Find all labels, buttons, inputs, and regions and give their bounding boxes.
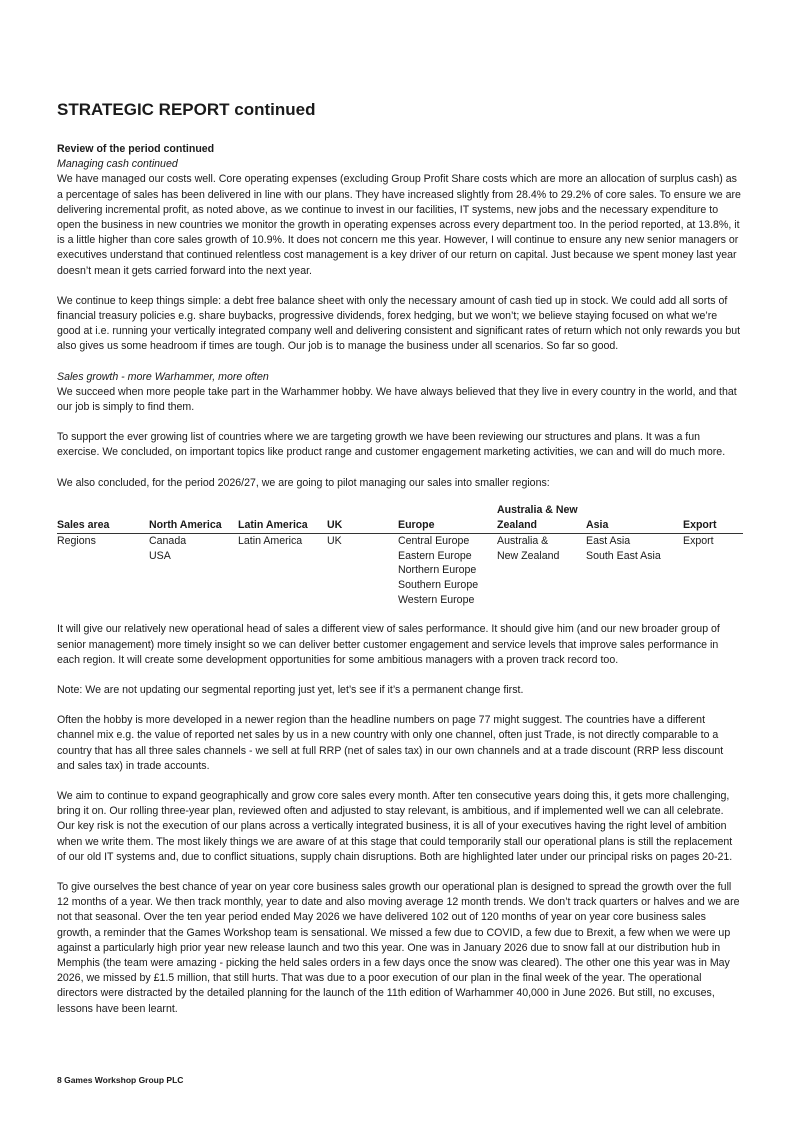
region-name: USA [149, 549, 171, 562]
paragraph-view: It will give our relatively new operational head of sales a different view of sales performance. It should give him (and our new broader group of senior management) more timely insight so we can deliver better customer engagement and service levels that improve sales performance in each region. It will create some development opportunities for some ambitious managers with a proven track record too. [57, 623, 720, 666]
subheading-sales-growth: Sales growth - more Warhammer, more often [57, 370, 269, 383]
region-name: New Zealand [497, 549, 560, 562]
sales-regions-table [57, 503, 743, 608]
cell-uk [327, 533, 398, 607]
paragraph-costs: We have managed our costs well. Core operating expenses (excluding Group Profit Share costs which are more an allocation of surplus cash) as a percentage of sales has been delivered in line with our plans. They have increased slightly from 28.4% to 29.2% of core sales. To ensure we are delivering incremental profit, as noted above, as we continue to invest in our facilities, IT systems, new jobs and the necessary expenditure to open the business in new countries we monitor the growth in operating expenses across every department too. In the period reported, at 13.8%, it is a little higher than core sales growth of 10.9%. It does not concern me this year. However, I will continue to ensure any new senior managers or executives understand that continued relentless cost management is a key driver of our return on capital. Just because we spent money last year doesn’t mean it gets carried forward into the next year. [57, 173, 741, 277]
paragraph-best-chance: To give ourselves the best chance of year on year core business sales growth our operational plan is designed to spread the growth over the full 12 months of a year. We then track monthly, year to date and also moving average 12 month trends. We don’t track quarters or halves and we are not that seasonal. Over the ten year period ended May 2026 we have delivered 102 out of 120 months of year on year core business sales growth, a reminder that the Games Workshop team is sensational. We missed a few due to COVID, a few due to Brexit, a few when we were up against a particularly high prior year new release launch and two this year. One was in January 2026 due to snow fall at our distribution hub in Memphis (the team were amazing - picking the held sales orders in a few days once the snow was cleared). The other one this year was in May 2026, we missed by £1.5 million, that still hurts. That was due to a poor execution of our plan in the final week of the year. The operational directors were distracted by the detailed planning for the launch of the 11th edition of Warhammer 40,000 in June 2026. But still, no excuses, lessons have been learnt. [57, 881, 740, 1015]
row-label: Regions [57, 534, 96, 547]
cell-latin-america [238, 533, 327, 607]
region-name: East Asia [586, 534, 631, 547]
paragraph-note: Note: We are not updating our segmental reporting just yet, let’s see if it’s a permanent change first. [57, 683, 524, 696]
paragraph-expand: We aim to continue to expand geographically and grow core sales every month. After ten consecutive years doing this, it gets more challenging, bring it on. Our rolling three-year plan, reviewed often and adjusted to stay relevant, is ambitious, and if implemented well we can all celebrate. Our key risk is not the execution of our plans across a vertically integrated business, it is all of your executives having the right level of ambition when we write them. The most likely things we are aware of at this stage that could temporarily stall our operational plans is still the replacement of our old IT systems and, due to conflict situations, supply chain disruptions. Both are highlighted later under our principal risks on pages 20-21. [57, 790, 733, 863]
header-australia-new-zealand: Australia & New Zealand [497, 503, 586, 534]
header-europe: Europe [398, 503, 497, 534]
region-name: Eastern Europe [398, 549, 472, 562]
paragraph-keep-simple: We continue to keep things simple: a debt free balance sheet with only the necessary amount of cash tied up in stock. We could add all sorts of financial treasury policies e.g. share buybacks, progressive dividends, forex hedging, but we won’t; we believe staying focused on what we’re good at i.e. running your vertically integrated company well and delivering consistent and significant rates of return which not only rewards you but also gives us some headroom if times are tough. Our job is to manage the business under all scenarios. So far so good. [57, 294, 741, 353]
header-north-america: North America [149, 503, 238, 534]
region-name: South East Asia [586, 549, 661, 562]
cell-north-america [149, 533, 238, 607]
page-footer: 8 Games Workshop Group PLC [57, 1075, 184, 1085]
region-name: UK [327, 534, 342, 547]
header-latin-america: Latin America [238, 503, 327, 534]
region-name: Western Europe [398, 593, 475, 606]
cell-australia-new-zealand [497, 533, 586, 607]
cell-europe [398, 533, 497, 607]
paragraph-hobby: Often the hobby is more developed in a newer region than the headline numbers on page 77 might suggest. The countries have a different channel mix e.g. the value of reported net sales by us in a new country with only one channel, often just Trade, is not directly comparable to a country that has all three sales channels - we sell at full RRP (net of sales tax) in our own channels and at a trade discount (RRP less discount and sales tax) in trade accounts. [57, 714, 724, 772]
paragraph-succeed: We succeed when more people take part in the Warhammer hobby. We have always believed that they live in every country in the world, and that our job is simply to find them. [57, 385, 737, 414]
region-name: Southern Europe [398, 578, 479, 591]
header-sales-area: Sales area [57, 503, 149, 534]
region-name: Canada [149, 534, 187, 547]
cell-asia [586, 533, 683, 607]
section-heading: Review of the period continued [57, 143, 215, 155]
table-row [57, 533, 743, 607]
paragraph-concluded: We also concluded, for the period 2026/27, we are going to pilot managing our sales into smaller regions: [57, 476, 550, 489]
region-name: Central Europe [398, 534, 470, 547]
header-uk: UK [327, 503, 398, 534]
paragraph-support: To support the ever growing list of countries where we are targeting growth we have been reviewing our structures and plans. It was a fun exercise. We concluded, on important topics like product range and customer engagement marketing activities, we can and will do much more. [57, 431, 726, 459]
header-asia: Asia [586, 503, 683, 534]
region-name: Export [683, 534, 714, 547]
page-title: STRATEGIC REPORT continued [57, 100, 316, 119]
subheading-managing-cash: Managing cash continued [57, 158, 178, 171]
region-name: Australia & [497, 534, 549, 547]
table-header-row [57, 503, 743, 534]
cell-export [683, 533, 743, 607]
report-page [57, 98, 743, 1017]
region-name: Latin America [238, 534, 303, 547]
header-export: Export [683, 503, 743, 534]
region-name: Northern Europe [398, 564, 477, 577]
